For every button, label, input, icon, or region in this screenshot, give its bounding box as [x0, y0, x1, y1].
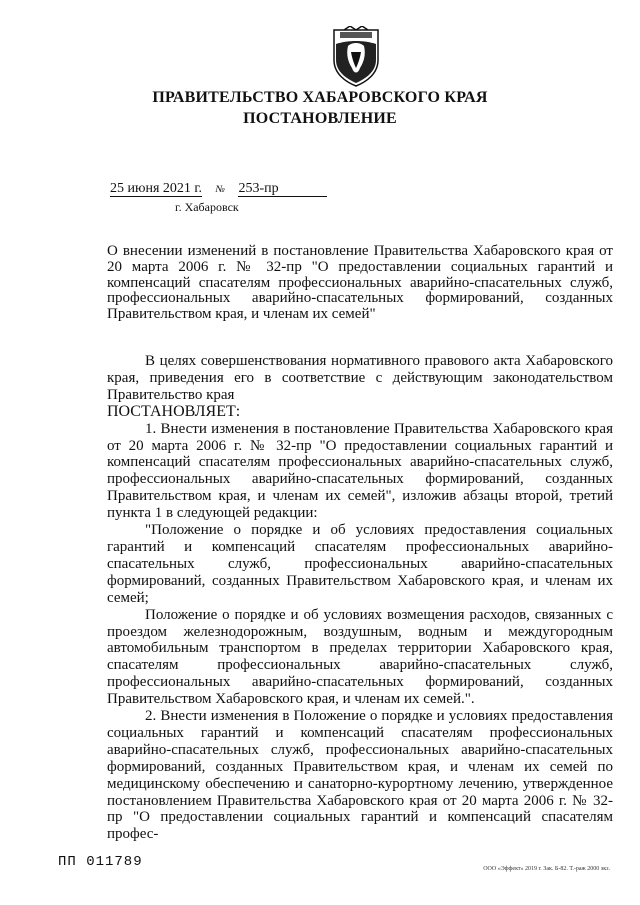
document-city: г. Хабаровск — [175, 200, 239, 214]
form-serial-code: ПП 011789 — [58, 854, 143, 870]
date-number-line — [110, 181, 327, 197]
number-label: № — [215, 184, 225, 195]
paragraph-2: 2. Внести изменения в Положение о порядке и условиях предоставления социальных гарантий и компенсаций спасателям профессиональных аварийно-спасательных служб, профессиональных аварийно-спасательных формирований, созданных Правительством края, и членам их семей по медицинскому обеспечению и санаторно-курортному лечению, утвержденное постановлением Правительства Хабаровского края от 20 марта 2006 г. № 32-пр "О предоставлении социальных гарантий и компенсаций спасателям профес- — [107, 708, 613, 843]
document-subject: О внесении изменений в постановление Правительства Хабаровского края от 20 марта 2006 г. № 32-пр "О предоставлении социальных гарантий и компенсаций спасателям профессиональных аварийно-спасательных служб, профессиональных аварийно-спасательных формирований, созданных Правительством края, и членам их семей" — [107, 243, 613, 323]
quoted-paragraph-1: "Положение о порядке и об условиях предоставления социальных гарантий и компенсаций спасателям профессиональных аварийно-спасательных служб, профессиональных аварийно-спасательных формирований, созданных Правительством Хабаровского края, и членам их семей; — [107, 522, 613, 606]
paragraph-1: 1. Внести изменения в постановление Правительства Хабаровского края от 20 марта 2006 г. № 32-пр "О предоставлении социальных гарантий и компенсаций спасателям профессиональных аварийно-спасательных служб, профессиональных аварийно-спасательных формирований, созданных Правительством края, и членам их семей", изложив абзацы второй, третий пункта 1 в следующей редакции: — [107, 420, 613, 522]
quoted-paragraph-2: Положение о порядке и об условиях возмещения расходов, связанных с проездом железнодорожным, воздушным, водным и междугородным автомобильным транспортом в пределах территории Хабаровского края, спасателям профессиональных аварийно-спасательных служб, профессиональных аварийно-спасательных формирований, созданных Правительством Хабаровского края, и членам их семей.". — [107, 606, 613, 708]
document-body — [107, 353, 613, 843]
document-date: 25 июня 2021 г. — [110, 181, 203, 196]
document-number: 253-пр — [238, 182, 326, 197]
decree-heading: ПОСТАНОВЛЯЕТ: — [107, 402, 241, 420]
coat-of-arms-emblem — [330, 26, 382, 88]
printer-imprint: ООО «Эффект» 2019 г. Зак. Б-82. Т.-раж 2000 экз. — [483, 866, 610, 872]
government-title: ПРАВИТЕЛЬСТВО ХАБАРОВСКОГО КРАЯ — [152, 89, 488, 106]
intro-paragraph: В целях совершенствования нормативного правового акта Хабаровского края, приведения его в соответствие с действующим законодательством Правительство края — [107, 353, 613, 403]
document-type: ПОСТАНОВЛЕНИЕ — [243, 110, 397, 127]
